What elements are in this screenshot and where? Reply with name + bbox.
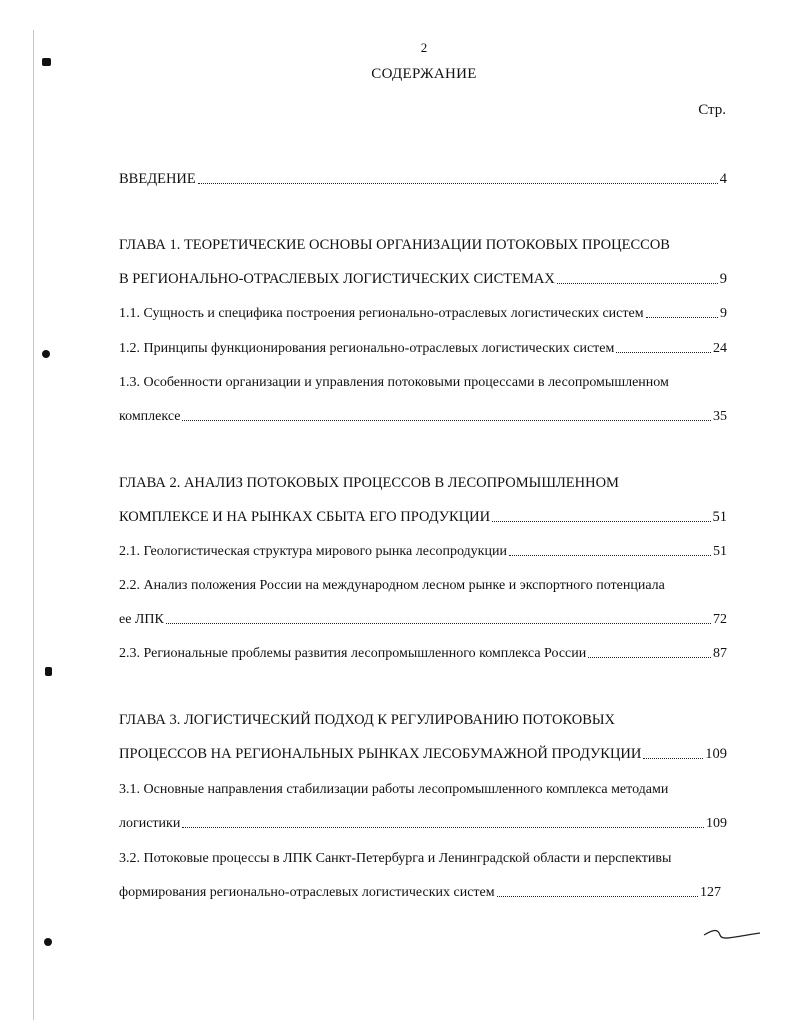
toc-entry-label: формирования регионально-отраслевых логистических систем	[119, 885, 495, 900]
toc-entry-intro	[119, 168, 727, 188]
toc-entry-page: 9	[719, 271, 727, 287]
toc-section-3-1-line-1	[119, 778, 727, 798]
signature-mark	[702, 925, 762, 945]
toc-entry-page: 109	[706, 816, 727, 831]
toc-section-3-2-line-2	[119, 881, 721, 901]
leader-dots	[182, 419, 711, 421]
toc-section-1-1	[119, 302, 727, 322]
hole-punch-mark	[42, 350, 50, 358]
toc-chapter-1-line-1	[119, 234, 727, 254]
toc-entry-label: 1.3. Особенности организации и управления потоковыми процессами в лесопромышленном	[119, 375, 669, 390]
toc-entry-page: 72	[713, 612, 727, 627]
toc-section-2-2-line-1	[119, 574, 727, 594]
leader-dots	[643, 757, 703, 759]
leader-dots	[198, 182, 718, 184]
toc-section-1-3-line-2	[119, 405, 727, 425]
toc-entry-page: 9	[720, 306, 727, 321]
toc-entry-label: 2.3. Региональные проблемы развития лесопромышленного комплекса России	[119, 646, 587, 661]
leader-dots	[616, 351, 711, 353]
leader-dots	[182, 826, 704, 828]
toc-entry-page: 51	[713, 544, 727, 559]
toc-entry-label: ее ЛПК	[119, 612, 164, 627]
toc-entry-page: 24	[713, 341, 727, 356]
toc-entry-label: 3.2. Потоковые процессы в ЛПК Санкт-Петербурга и Ленинградской области и перспективы	[119, 851, 672, 866]
toc-entry-label: 2.2. Анализ положения России на международном лесном рынке и экспортного потенциала	[119, 578, 665, 593]
page-title: СОДЕРЖАНИЕ	[371, 66, 477, 82]
toc-entry-page: 109	[705, 746, 727, 762]
toc-section-2-3	[119, 642, 727, 662]
toc-entry-label: ПРОЦЕССОВ НА РЕГИОНАЛЬНЫХ РЫНКАХ ЛЕСОБУМАЖНОЙ ПРОДУКЦИИ	[119, 746, 642, 762]
toc-chapter-3-line-1	[119, 709, 727, 729]
page-number: 2	[420, 40, 428, 55]
toc-chapter-2-line-1	[119, 472, 727, 492]
leader-dots	[588, 656, 711, 658]
leader-dots	[557, 282, 718, 284]
toc-entry-label: 1.2. Принципы функционирования регионально-отраслевых логистических систем	[119, 341, 615, 356]
toc-entry-label: ГЛАВА 1. ТЕОРЕТИЧЕСКИЕ ОСНОВЫ ОРГАНИЗАЦИИ ПОТОКОВЫХ ПРОЦЕССОВ	[119, 237, 670, 253]
scan-edge-line	[33, 30, 34, 1020]
toc-section-3-2-line-1	[119, 847, 727, 867]
toc-entry-page: 35	[713, 409, 727, 424]
toc-entry-label: КОМПЛЕКСЕ И НА РЫНКАХ СБЫТА ЕГО ПРОДУКЦИИ	[119, 509, 491, 525]
leader-dots	[509, 554, 711, 556]
toc-entry-page: 127	[700, 885, 721, 900]
toc-entry-label: 1.1. Сущность и специфика построения регионально-отраслевых логистических систем	[119, 306, 644, 321]
toc-entry-label: комплексе	[119, 409, 181, 424]
toc-chapter-1-line-2	[119, 268, 727, 288]
leader-dots	[166, 622, 711, 624]
toc-entry-page: 87	[713, 646, 727, 661]
hole-punch-mark	[42, 58, 51, 66]
leader-dots	[497, 895, 698, 897]
hole-punch-mark	[44, 938, 52, 946]
page-column-label: Стр.	[698, 102, 726, 118]
toc-entry-label: ВВЕДЕНИЕ	[119, 171, 196, 187]
toc-entry-label: 2.1. Геологистическая структура мирового рынка лесопродукции	[119, 544, 507, 559]
leader-dots	[492, 520, 710, 522]
toc-entry-label: ГЛАВА 2. АНАЛИЗ ПОТОКОВЫХ ПРОЦЕССОВ В ЛЕСОПРОМЫШЛЕННОМ	[119, 475, 619, 491]
toc-section-3-1-line-2	[119, 812, 727, 832]
toc-section-2-1	[119, 540, 727, 560]
toc-entry-page: 4	[719, 171, 727, 187]
toc-entry-label: ГЛАВА 3. ЛОГИСТИЧЕСКИЙ ПОДХОД К РЕГУЛИРОВАНИЮ ПОТОКОВЫХ	[119, 712, 616, 728]
toc-chapter-3-line-2	[119, 743, 727, 763]
toc-entry-page: 51	[712, 509, 727, 525]
toc-entry-label: В РЕГИОНАЛЬНО-ОТРАСЛЕВЫХ ЛОГИСТИЧЕСКИХ СИСТЕМАХ	[119, 271, 555, 287]
toc-section-1-2	[119, 337, 727, 357]
toc-section-2-2-line-2	[119, 608, 727, 628]
toc-section-1-3-line-1	[119, 371, 727, 391]
toc-chapter-2-line-2	[119, 506, 727, 526]
toc-entry-label: 3.1. Основные направления стабилизации работы лесопромышленного комплекса методами	[119, 782, 669, 797]
hole-punch-mark	[45, 667, 52, 676]
leader-dots	[646, 316, 718, 318]
toc-entry-label: логистики	[119, 816, 181, 831]
